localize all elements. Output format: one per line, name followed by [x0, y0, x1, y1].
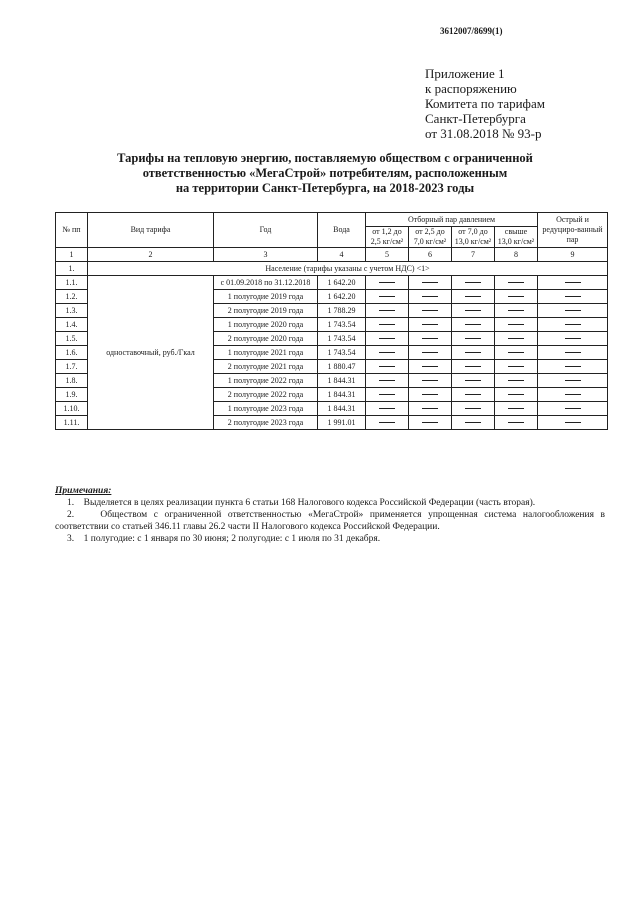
empty-value-cell — [366, 290, 409, 304]
dash-mark — [565, 352, 581, 353]
dash-mark — [465, 338, 481, 339]
dash-mark — [508, 296, 524, 297]
dash-mark — [465, 282, 481, 283]
dash-mark — [565, 324, 581, 325]
col-number: 5 — [366, 248, 409, 262]
col-number: 2 — [88, 248, 214, 262]
header-steam-col: свыше 13,0 кг/см² — [495, 227, 538, 248]
header-steam-col: от 2,5 до 7,0 кг/см² — [409, 227, 452, 248]
dash-mark — [379, 422, 395, 423]
empty-value-cell — [452, 416, 495, 430]
dash-mark — [465, 380, 481, 381]
empty-value-cell — [495, 374, 538, 388]
empty-value-cell — [409, 388, 452, 402]
empty-value-cell — [538, 416, 608, 430]
empty-value-cell — [495, 276, 538, 290]
appendix-line: Приложение 1 — [425, 66, 505, 81]
header-steam-col: от 7,0 до 13,0 кг/см² — [452, 227, 495, 248]
header-water: Вода — [318, 213, 366, 248]
dash-mark — [508, 282, 524, 283]
dash-mark — [508, 394, 524, 395]
tariff-table — [55, 212, 608, 430]
document-number: 3612007/8699(1) — [440, 26, 503, 36]
dash-mark — [565, 422, 581, 423]
dash-mark — [465, 324, 481, 325]
document-title — [70, 151, 580, 196]
dash-mark — [379, 282, 395, 283]
notes-block — [55, 485, 605, 545]
row-water-value: 1 844.31 — [318, 388, 366, 402]
col-number: 4 — [318, 248, 366, 262]
row-num: 1.3. — [56, 304, 88, 318]
col-number: 8 — [495, 248, 538, 262]
empty-value-cell — [538, 332, 608, 346]
empty-value-cell — [538, 276, 608, 290]
row-water-value: 1 844.31 — [318, 374, 366, 388]
dash-mark — [422, 352, 438, 353]
empty-value-cell — [366, 276, 409, 290]
dash-mark — [465, 296, 481, 297]
col-number: 9 — [538, 248, 608, 262]
col-number: 7 — [452, 248, 495, 262]
dash-mark — [465, 394, 481, 395]
empty-value-cell — [538, 360, 608, 374]
empty-value-cell — [366, 360, 409, 374]
dash-mark — [465, 352, 481, 353]
empty-value-cell — [366, 346, 409, 360]
row-num: 1.5. — [56, 332, 88, 346]
row-period: 1 полугодие 2021 года — [214, 346, 318, 360]
title-line: на территории Санкт-Петербурга, на 2018-2023 годы — [175, 181, 475, 195]
dash-mark — [422, 394, 438, 395]
empty-value-cell — [452, 318, 495, 332]
empty-value-cell — [452, 402, 495, 416]
dash-mark — [422, 310, 438, 311]
dash-mark — [422, 408, 438, 409]
empty-value-cell — [452, 332, 495, 346]
row-num: 1.1. — [56, 276, 88, 290]
empty-value-cell — [495, 360, 538, 374]
row-num: 1.6. — [56, 346, 88, 360]
dash-mark — [565, 408, 581, 409]
dash-mark — [422, 422, 438, 423]
row-period: 1 полугодие 2020 года — [214, 318, 318, 332]
row-period: 1 полугодие 2023 года — [214, 402, 318, 416]
empty-value-cell — [495, 332, 538, 346]
row-num: 1.7. — [56, 360, 88, 374]
dash-mark — [508, 338, 524, 339]
dash-mark — [465, 366, 481, 367]
row-water-value: 1 642.20 — [318, 276, 366, 290]
appendix-block — [425, 66, 545, 141]
appendix-line: от 31.08.2018 № 93-р — [425, 126, 542, 141]
empty-value-cell — [409, 276, 452, 290]
dash-mark — [565, 338, 581, 339]
tariff-type-cell: одноставочный, руб./Гкал — [88, 276, 214, 430]
empty-value-cell — [452, 304, 495, 318]
header-sharp-steam: Острый и редуциро-ванный пар — [538, 213, 608, 248]
dash-mark — [379, 408, 395, 409]
dash-mark — [379, 310, 395, 311]
empty-value-cell — [495, 402, 538, 416]
dash-mark — [422, 380, 438, 381]
empty-value-cell — [538, 388, 608, 402]
empty-value-cell — [538, 318, 608, 332]
empty-value-cell — [452, 360, 495, 374]
empty-value-cell — [409, 346, 452, 360]
empty-value-cell — [452, 346, 495, 360]
row-period: с 01.09.2018 по 31.12.2018 — [214, 276, 318, 290]
dash-mark — [565, 310, 581, 311]
title-line: Тарифы на тепловую энергию, поставляемую обществом с ограниченной — [117, 151, 533, 165]
section-num: 1. — [56, 262, 88, 276]
dash-mark — [379, 366, 395, 367]
dash-mark — [379, 380, 395, 381]
table-row — [56, 276, 608, 290]
empty-value-cell — [538, 290, 608, 304]
section-label: Население (тарифы указаны с учетом НДС) <1> — [88, 262, 608, 276]
empty-value-cell — [409, 318, 452, 332]
appendix-line: Комитета по тарифам — [425, 96, 545, 111]
note-item: 3. 1 полугодие: с 1 января по 30 июня; 2 полугодие: с 1 июля по 31 декабря. — [67, 534, 381, 544]
empty-value-cell — [538, 402, 608, 416]
row-period: 2 полугодие 2019 года — [214, 304, 318, 318]
empty-value-cell — [495, 290, 538, 304]
col-number: 3 — [214, 248, 318, 262]
empty-value-cell — [452, 290, 495, 304]
dash-mark — [422, 338, 438, 339]
row-water-value: 1 991.01 — [318, 416, 366, 430]
empty-value-cell — [495, 318, 538, 332]
row-num: 1.11. — [56, 416, 88, 430]
row-water-value: 1 880.47 — [318, 360, 366, 374]
empty-value-cell — [366, 416, 409, 430]
empty-value-cell — [409, 360, 452, 374]
row-period: 2 полугодие 2023 года — [214, 416, 318, 430]
dash-mark — [508, 352, 524, 353]
row-water-value: 1 743.54 — [318, 346, 366, 360]
dash-mark — [565, 394, 581, 395]
dash-mark — [508, 408, 524, 409]
dash-mark — [565, 282, 581, 283]
row-period: 1 полугодие 2022 года — [214, 374, 318, 388]
section-row — [56, 262, 608, 276]
row-water-value: 1 743.54 — [318, 332, 366, 346]
row-period: 1 полугодие 2019 года — [214, 290, 318, 304]
appendix-line: Санкт-Петербурга — [425, 111, 526, 126]
row-period: 2 полугодие 2020 года — [214, 332, 318, 346]
header-num: № пп — [56, 213, 88, 248]
row-period: 2 полугодие 2021 года — [214, 360, 318, 374]
dash-mark — [508, 380, 524, 381]
row-period: 2 полугодие 2022 года — [214, 388, 318, 402]
row-num: 1.10. — [56, 402, 88, 416]
dash-mark — [565, 366, 581, 367]
dash-mark — [422, 282, 438, 283]
row-water-value: 1 743.54 — [318, 318, 366, 332]
header-steam-group: Отборный пар давлением — [366, 213, 538, 227]
note-item: 1. Выделяется в целях реализации пункта 6 статьи 168 Налогового кодекса Российской Федерации (часть вторая). — [67, 498, 536, 508]
empty-value-cell — [495, 304, 538, 318]
dash-mark — [379, 352, 395, 353]
row-water-value: 1 642.20 — [318, 290, 366, 304]
empty-value-cell — [409, 416, 452, 430]
empty-value-cell — [495, 388, 538, 402]
empty-value-cell — [409, 402, 452, 416]
note-item: 2. Обществом с ограниченной ответственностью «МегаСтрой» применяется упрощенная система налогообложения в соответствии со статьей 346.11 главы 26.2 части II Налогового кодекса Российской Федерации. — [55, 510, 605, 532]
empty-value-cell — [366, 304, 409, 318]
empty-value-cell — [409, 304, 452, 318]
dash-mark — [565, 380, 581, 381]
col-number: 6 — [409, 248, 452, 262]
col-number: 1 — [56, 248, 88, 262]
empty-value-cell — [366, 374, 409, 388]
dash-mark — [379, 338, 395, 339]
column-number-row — [56, 248, 608, 262]
dash-mark — [565, 296, 581, 297]
title-line: ответственностью «МегаСтрой» потребителям, расположенным — [142, 166, 508, 180]
empty-value-cell — [366, 402, 409, 416]
empty-value-cell — [409, 332, 452, 346]
empty-value-cell — [452, 374, 495, 388]
header-year: Год — [214, 213, 318, 248]
notes-heading: Примечания: — [55, 486, 112, 496]
row-num: 1.2. — [56, 290, 88, 304]
empty-value-cell — [452, 388, 495, 402]
dash-mark — [379, 324, 395, 325]
row-num: 1.8. — [56, 374, 88, 388]
empty-value-cell — [409, 374, 452, 388]
header-steam-col: от 1,2 до 2,5 кг/см² — [366, 227, 409, 248]
dash-mark — [422, 296, 438, 297]
empty-value-cell — [538, 346, 608, 360]
row-num: 1.9. — [56, 388, 88, 402]
empty-value-cell — [366, 388, 409, 402]
dash-mark — [465, 408, 481, 409]
appendix-line: к распоряжению — [425, 81, 517, 96]
empty-value-cell — [409, 290, 452, 304]
dash-mark — [508, 310, 524, 311]
dash-mark — [379, 394, 395, 395]
empty-value-cell — [538, 304, 608, 318]
dash-mark — [508, 366, 524, 367]
dash-mark — [422, 366, 438, 367]
dash-mark — [422, 324, 438, 325]
empty-value-cell — [366, 332, 409, 346]
dash-mark — [508, 422, 524, 423]
dash-mark — [508, 324, 524, 325]
row-num: 1.4. — [56, 318, 88, 332]
dash-mark — [379, 296, 395, 297]
header-tariff-type: Вид тарифа — [88, 213, 214, 248]
empty-value-cell — [538, 374, 608, 388]
row-water-value: 1 844.31 — [318, 402, 366, 416]
row-water-value: 1 788.29 — [318, 304, 366, 318]
empty-value-cell — [495, 416, 538, 430]
empty-value-cell — [452, 276, 495, 290]
dash-mark — [465, 422, 481, 423]
dash-mark — [465, 310, 481, 311]
empty-value-cell — [366, 318, 409, 332]
empty-value-cell — [495, 346, 538, 360]
